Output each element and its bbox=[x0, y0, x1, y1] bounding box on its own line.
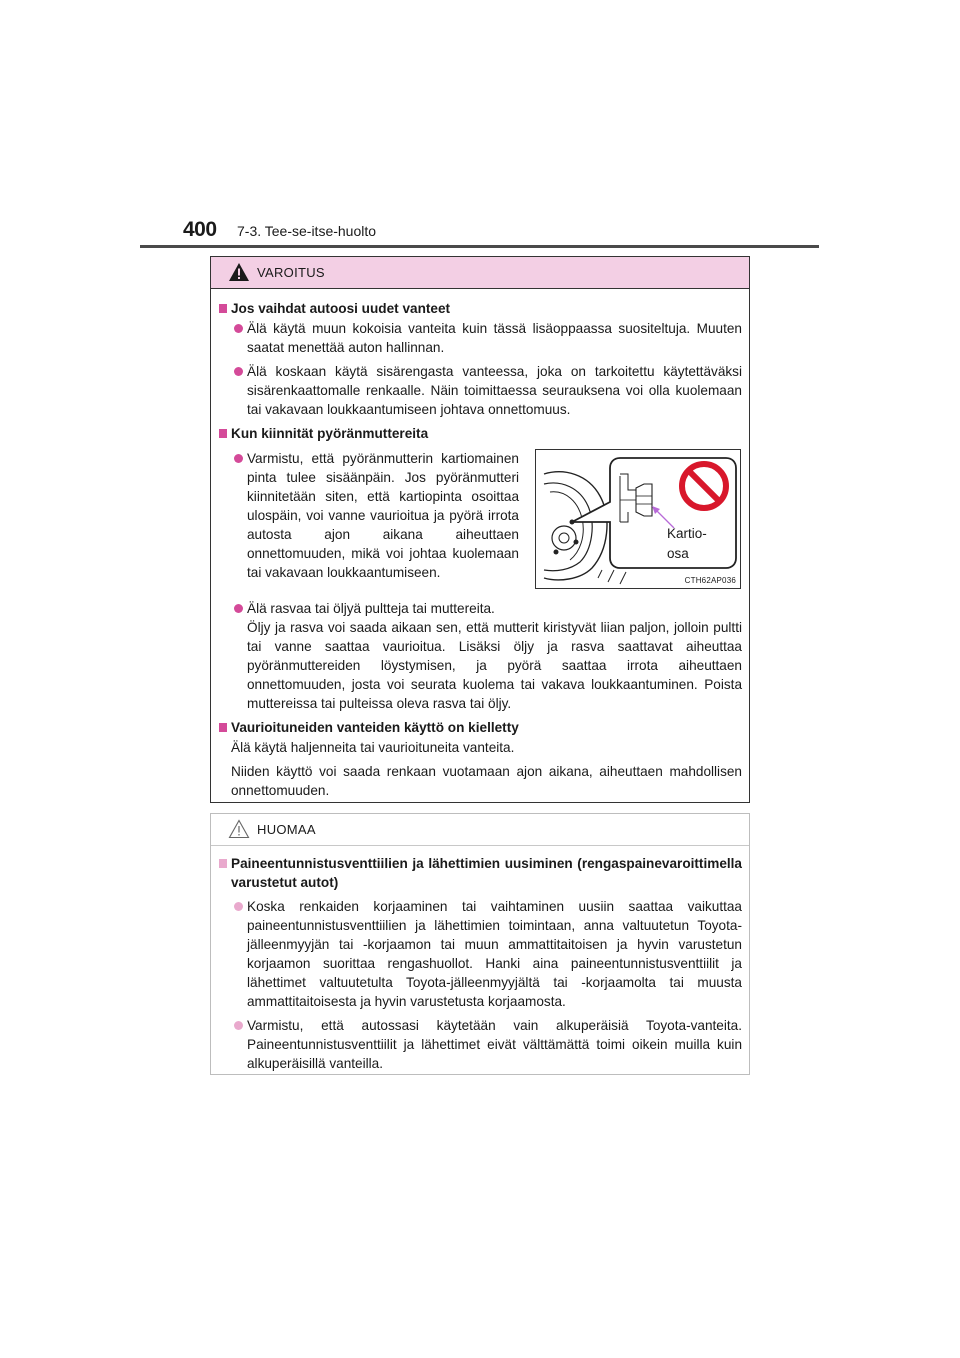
warning-triangle-icon bbox=[228, 262, 250, 282]
round-bullet-icon bbox=[234, 367, 243, 376]
section-heading-text: Paineentunnistusventtiilien ja lähettimien uusiminen (rengaspainevaroittimella varustetut autot) bbox=[231, 856, 742, 890]
figure-row bbox=[218, 449, 742, 594]
section-heading-text: Vaurioituneiden vanteiden käyttö on kielletty bbox=[231, 720, 519, 735]
list-item-text: Varmistu, että autossasi käytetään vain alkuperäisiä Toyota-vanteita. Paineentunnistusventtiilit ja lähettimet eivät välttämättä toimi oikein muilla kuin alkuperäisillä vanteilla. bbox=[247, 1018, 742, 1071]
list-item-title: Älä rasvaa tai öljyä pultteja tai muttereita. bbox=[247, 601, 495, 616]
list-item bbox=[218, 449, 519, 582]
round-bullet-icon bbox=[234, 604, 243, 613]
callout-line: osa bbox=[667, 546, 689, 561]
list-item bbox=[218, 599, 742, 713]
wheel-nut-illustration bbox=[535, 449, 741, 589]
page-number: 400 bbox=[183, 218, 217, 241]
square-bullet-icon bbox=[219, 304, 227, 313]
list-item bbox=[218, 319, 742, 357]
wheel-illustration bbox=[536, 450, 740, 588]
list-item-text: Älä koskaan käytä sisärengasta vanteessa, joka on tarkoitettu käytettäväksi sisärenkaattomalle renkaalle. Näin toimittaessa seurauksena voi olla kuolemaan tai vakavaan loukkaantumiseen johtava onnettomuus. bbox=[247, 364, 742, 417]
square-bullet-icon bbox=[219, 859, 227, 868]
section-heading bbox=[218, 299, 742, 318]
list-item-text: Varmistu, että pyöränmutterin kartiomainen pinta tulee sisäänpäin. Jos pyöränmutteri kiinnitetään siten, että kartiopinta osoittaa ulospäin, voi vanne vaurioitua ja pyörä irrota autosta ajon aikana aiheuttaen onnettomuuden, mikä voi johtaa kuolemaan tai vakavaan loukkaantumiseen. bbox=[247, 451, 519, 580]
callout-line: Kartio- bbox=[667, 526, 707, 541]
list-item-text: Älä käytä muun kokoisia vanteita kuin tässä lisäoppaassa suositeltuja. Muuten saatat menettää auton hallinnan. bbox=[247, 321, 742, 355]
section-heading bbox=[218, 424, 742, 443]
square-bullet-icon bbox=[219, 723, 227, 732]
list-item bbox=[218, 897, 742, 1011]
paragraph: Niiden käyttö voi saada renkaan vuotamaan ajon aikana, aiheuttaen mahdollisen onnettomuuden. bbox=[231, 764, 742, 798]
section-title: 7-3. Tee-se-itse-huolto bbox=[237, 223, 377, 239]
section-heading-text: Kun kiinnität pyöränmuttereita bbox=[231, 426, 429, 441]
round-bullet-icon bbox=[234, 1021, 243, 1030]
notice-header bbox=[211, 814, 749, 846]
notice-label: HUOMAA bbox=[257, 822, 316, 837]
section-heading bbox=[218, 854, 742, 892]
list-item-text: Koska renkaiden korjaaminen tai vaihtaminen uusiin saattaa vaikuttaa paineentunnistusventtiilien ja lähettimien toimintaan, anna valtuutetun Toyota-jälleenmyyjän tai -korjaamon tai muun ammattitaitoisen ja hyvin varustetun korjaamon suorittaa rengashuollot. Hanki aina paineentunnistusventtiilit ja lähettimet valtuutetulta Toyota-jälleenmyyjältä tai -korjaamolta tai muusta ammattitaitoisesta ja hyvin varustetusta korjaamosta. bbox=[247, 899, 742, 1009]
warning-box bbox=[210, 256, 750, 803]
notice-box bbox=[210, 813, 750, 1075]
warning-header bbox=[211, 257, 749, 289]
list-item bbox=[218, 1016, 742, 1073]
section-heading bbox=[218, 718, 742, 737]
figure-code: CTH62AP036 bbox=[684, 576, 736, 585]
paragraph: Älä käytä haljenneita tai vaurioituneita vanteita. bbox=[231, 740, 515, 755]
page-header bbox=[183, 218, 823, 248]
square-bullet-icon bbox=[219, 429, 227, 438]
header-rule bbox=[140, 245, 819, 248]
round-bullet-icon bbox=[234, 454, 243, 463]
list-item-text: Öljy ja rasva voi saada aikaan sen, että mutterit kiristyvät liian paljon, jolloin pultti tai vanne saattaa vaurioitua. Lisäksi öljy ja rasva saattavat aiheuttaa pyöränmuttereiden löystymisen, ja pyörä saattaa irrota aiheuttaen onnettomuuden, josta voi seurata kuolema tai vakava loukkaantuminen. Poista muttereissa tai pulteissa oleva rasva tai öljy. bbox=[247, 620, 742, 711]
warning-content bbox=[211, 299, 749, 805]
figure-callout bbox=[667, 524, 707, 564]
caution-triangle-icon bbox=[228, 819, 250, 839]
round-bullet-icon bbox=[234, 324, 243, 333]
list-item bbox=[218, 362, 742, 419]
warning-label: VAROITUS bbox=[257, 265, 325, 280]
section-heading-text: Jos vaihdat autoosi uudet vanteet bbox=[231, 301, 451, 316]
notice-content bbox=[211, 854, 749, 1078]
round-bullet-icon bbox=[234, 902, 243, 911]
